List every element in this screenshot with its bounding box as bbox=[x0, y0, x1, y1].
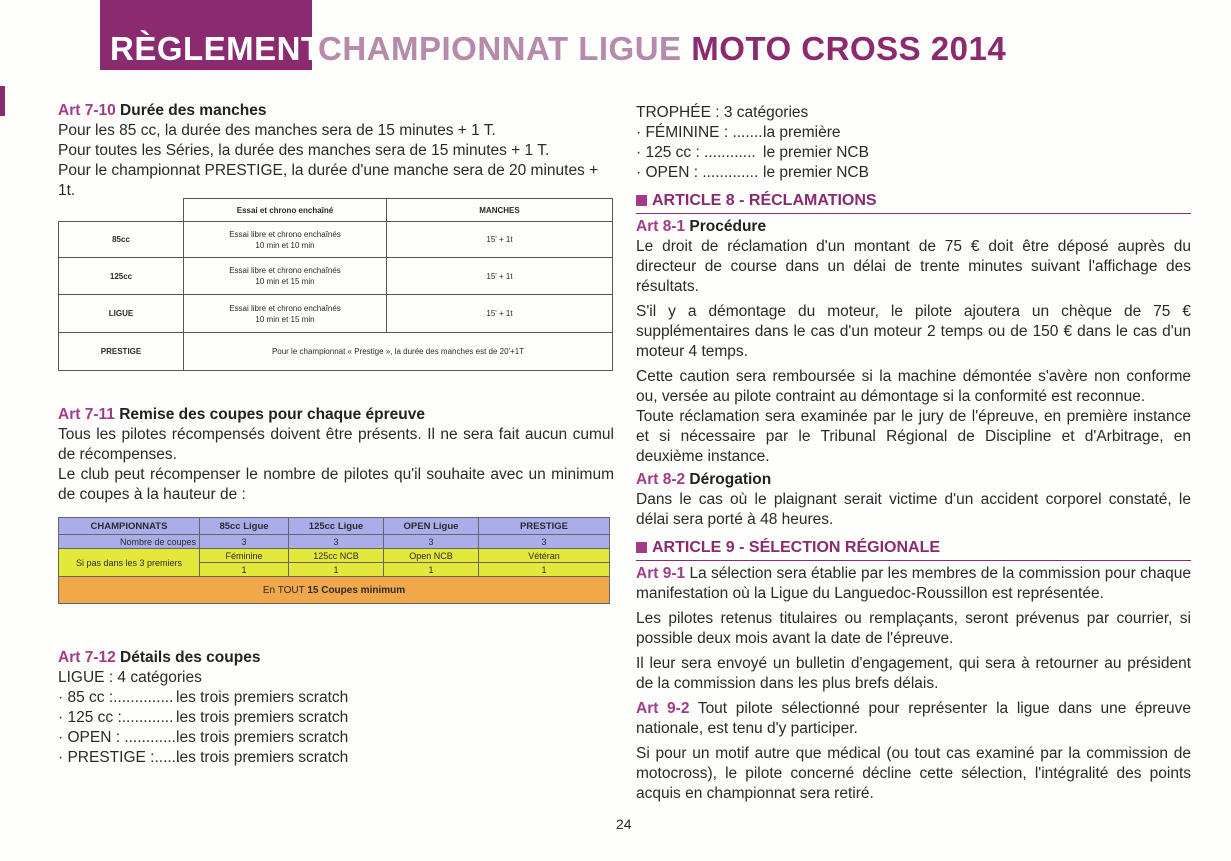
header-manches: MANCHES bbox=[387, 199, 613, 222]
cups-total: En TOUT 15 Coupes minimum bbox=[59, 577, 610, 604]
cups-count-cell: 3 bbox=[384, 535, 479, 549]
art-7-10-line-3: Pour le championnat PRESTIGE, la durée d'une manche sera de 20 minutes + 1t. bbox=[58, 162, 599, 199]
art-7-10-heading bbox=[58, 101, 614, 121]
art-8-2-number: Art 8-2 bbox=[636, 471, 686, 488]
article-9-title: SÉLECTION RÉGIONALE bbox=[748, 539, 941, 556]
row-manches: 15' + 1t bbox=[387, 222, 613, 258]
art-7-10-line-2: Pour toutes les Séries, la durée des manches sera de 15 minutes + 1 T. bbox=[58, 142, 550, 159]
art-9-1-number: Art 9-1 bbox=[636, 565, 686, 582]
art-8-2-title: Dérogation bbox=[689, 471, 772, 488]
art-8-2-heading bbox=[636, 470, 1191, 490]
cups-header-cell: 125cc Ligue bbox=[289, 518, 384, 535]
art-7-12-heading bbox=[58, 648, 614, 668]
cups-count-row bbox=[59, 535, 610, 549]
row-label: 125cc bbox=[59, 258, 184, 295]
cups-header-row bbox=[59, 518, 610, 535]
list-item: · OPEN : ............les trois premiers scratch bbox=[58, 729, 349, 746]
row-label: 85cc bbox=[59, 222, 184, 258]
article-9-heading: ARTICLE 9 - SÉLECTION RÉGIONALE bbox=[636, 538, 1191, 561]
side-marker bbox=[0, 86, 5, 116]
cups-count-label: Nombre de coupes bbox=[59, 535, 200, 549]
art-7-12-block bbox=[58, 648, 614, 768]
header-title-league: CHAMPIONNAT LIGUE bbox=[318, 30, 682, 67]
prestige-text: Pour le championnat « Prestige », la durée des manches est de 20'+1T bbox=[184, 333, 613, 371]
table-row bbox=[59, 258, 613, 295]
cups-extra-val: 1 bbox=[200, 563, 289, 577]
art-8-1-para-3: Cette caution sera remboursée si la machine démontée s'avère non conforme ou, versée au pilote contraint au démontage si la conformité est reconnue. bbox=[636, 368, 1191, 405]
cups-count-cell: 3 bbox=[289, 535, 384, 549]
article-9-label: ARTICLE 9 bbox=[652, 539, 735, 556]
cups-total-row bbox=[59, 577, 610, 604]
cups-extra-cat: 125cc NCB bbox=[289, 549, 384, 563]
art-8-1-heading bbox=[636, 217, 1191, 237]
art-9-2-number: Art 9-2 bbox=[636, 700, 690, 717]
cups-extra-val: 1 bbox=[479, 563, 610, 577]
row-manches: 15' + 1t bbox=[387, 258, 613, 295]
header-title-main: RÈGLEMENT bbox=[110, 30, 322, 67]
header-title-box bbox=[100, 0, 322, 70]
art-7-10-number: Art 7-10 bbox=[58, 102, 116, 119]
art-7-12-title: Détails des coupes bbox=[120, 649, 261, 666]
cups-header-cell: CHAMPIONNATS bbox=[59, 518, 200, 535]
row-essai: Essai libre et chrono enchaînés 10 min et 15 min bbox=[184, 258, 387, 295]
table-header-row bbox=[59, 199, 613, 222]
durations-table bbox=[58, 198, 613, 371]
list-item: · 125 cc : ............ le premier NCB bbox=[636, 144, 869, 161]
article-8-title: RÉCLAMATIONS bbox=[748, 192, 877, 209]
art-9-1-para-2: Les pilotes retenus titulaires ou remplaçants, seront prévenus par courrier, si possible deux mois avant la date de l'épreuve. bbox=[636, 610, 1191, 647]
row-manches: 15' + 1t bbox=[387, 295, 613, 333]
art-8-1-para-2: S'il y a démontage du moteur, le pilote ajoutera un chèque de 75 € supplémentaires dans le cas d'un moteur 2 temps ou de 150 € dans le cas d'un moteur 4 temps. bbox=[636, 303, 1191, 360]
header-essai: Essai et chrono enchaîné bbox=[184, 199, 387, 222]
cups-extra-label: Si pas dans les 3 premiers bbox=[59, 549, 200, 577]
cups-header-cell: PRESTIGE bbox=[479, 518, 610, 535]
list-item: · 85 cc :.............. les trois premiers scratch bbox=[58, 689, 349, 706]
right-column bbox=[636, 103, 1191, 804]
cups-header-cell: OPEN Ligue bbox=[384, 518, 479, 535]
art-9-2-para-2: Si pour un motif autre que médical (ou tout cas examiné par la commission de motocross), le pilote concerné décline cette sélection, l'intégralité des points acquis en championnat sera retiré. bbox=[636, 745, 1191, 802]
table-row-prestige bbox=[59, 333, 613, 371]
art-7-10-title: Durée des manches bbox=[120, 102, 267, 119]
art-7-12-sub: LIGUE : 4 catégories bbox=[58, 669, 202, 686]
cups-extra-val: 1 bbox=[384, 563, 479, 577]
art-7-11-heading bbox=[58, 405, 614, 425]
list-item: · PRESTIGE :......les trois premiers scratch bbox=[58, 749, 349, 766]
row-essai: Essai libre et chrono enchaînés 10 min et 10 min bbox=[184, 222, 387, 258]
art-7-11-para-1: Tous les pilotes récompensés doivent être présents. Il ne sera fait aucun cumul de récompenses. bbox=[58, 426, 614, 463]
divider bbox=[636, 560, 1191, 561]
row-label: PRESTIGE bbox=[59, 333, 184, 371]
art-9-1-para-1: Art 9-1 La sélection sera établie par les membres de la commission pour chaque manifestation où la Ligue du Languedoc-Roussillon est représentée. bbox=[636, 565, 1191, 602]
art-8-1-number: Art 8-1 bbox=[636, 218, 686, 235]
page-number: 24 bbox=[616, 816, 632, 832]
cups-count-cell: 3 bbox=[200, 535, 289, 549]
list-item: · 125 cc :............ les trois premiers scratch bbox=[58, 709, 349, 726]
list-item: · FÉMININE : .......la première bbox=[636, 124, 841, 141]
row-label: LIGUE bbox=[59, 295, 184, 333]
cups-table bbox=[58, 517, 610, 604]
list-item: · OPEN : ............. le premier NCB bbox=[636, 164, 869, 181]
art-8-1-title: Procédure bbox=[689, 218, 767, 235]
art-7-10-line-1: Pour les 85 cc, la durée des manches sera de 15 minutes + 1 T. bbox=[58, 122, 496, 139]
cups-extra-cat: Open NCB bbox=[384, 549, 479, 563]
row-essai: Essai libre et chrono enchaînés 10 min et 15 min bbox=[184, 295, 387, 333]
art-9-2-para-1: Art 9-2 Tout pilote sélectionné pour représenter la ligue dans une épreuve nationale, est tenu d'y participer. bbox=[636, 700, 1191, 737]
cups-extra-cat: Vétéran bbox=[479, 549, 610, 563]
article-8-heading: ARTICLE 8 - RÉCLAMATIONS bbox=[636, 191, 1191, 214]
divider bbox=[636, 213, 1191, 214]
table-row bbox=[59, 295, 613, 333]
cups-header-cell: 85cc Ligue bbox=[200, 518, 289, 535]
left-column-top bbox=[58, 101, 614, 201]
art-9-1-para-3: Il leur sera envoyé un bulletin d'engagement, qui sera à retourner au président de la commission dans les plus brefs délais. bbox=[636, 655, 1191, 692]
art-7-11-para-2: Le club peut récompenser le nombre de pilotes qu'il souhaite avec un minimum de coupes à la hauteur de : bbox=[58, 466, 614, 503]
table-row bbox=[59, 222, 613, 258]
art-7-11-number: Art 7-11 bbox=[58, 406, 115, 423]
art-7-11-block bbox=[58, 405, 614, 505]
art-8-2-para-1: Dans le cas où le plaignant serait victime d'un accident corporel constaté, le délai sera porté à 48 heures. bbox=[636, 491, 1191, 528]
art-7-12-number: Art 7-12 bbox=[58, 649, 116, 666]
cups-count-cell: 3 bbox=[479, 535, 610, 549]
cups-extra-cat: Féminine bbox=[200, 549, 289, 563]
header-title-rest bbox=[318, 30, 1006, 68]
article-8-label: ARTICLE 8 bbox=[652, 192, 735, 209]
art-8-1-para-4: Toute réclamation sera examinée par le jury de l'épreuve, en première instance et si nécessaire par le Tribunal Régional de Discipline et d'Arbitrage, en deuxième instance. bbox=[636, 408, 1191, 465]
trophee-title: TROPHÉE : 3 catégories bbox=[636, 104, 809, 121]
cups-extra-val: 1 bbox=[289, 563, 384, 577]
art-7-11-title: Remise des coupes pour chaque épreuve bbox=[119, 406, 425, 423]
header-title-event: MOTO CROSS 2014 bbox=[691, 30, 1007, 67]
art-8-1-para-1: Le droit de réclamation d'un montant de 75 € doit être déposé auprès du directeur de course dans un délai de trente minutes suivant l'affichage des résultats. bbox=[636, 238, 1191, 295]
cups-extra-cat-row bbox=[59, 549, 610, 563]
